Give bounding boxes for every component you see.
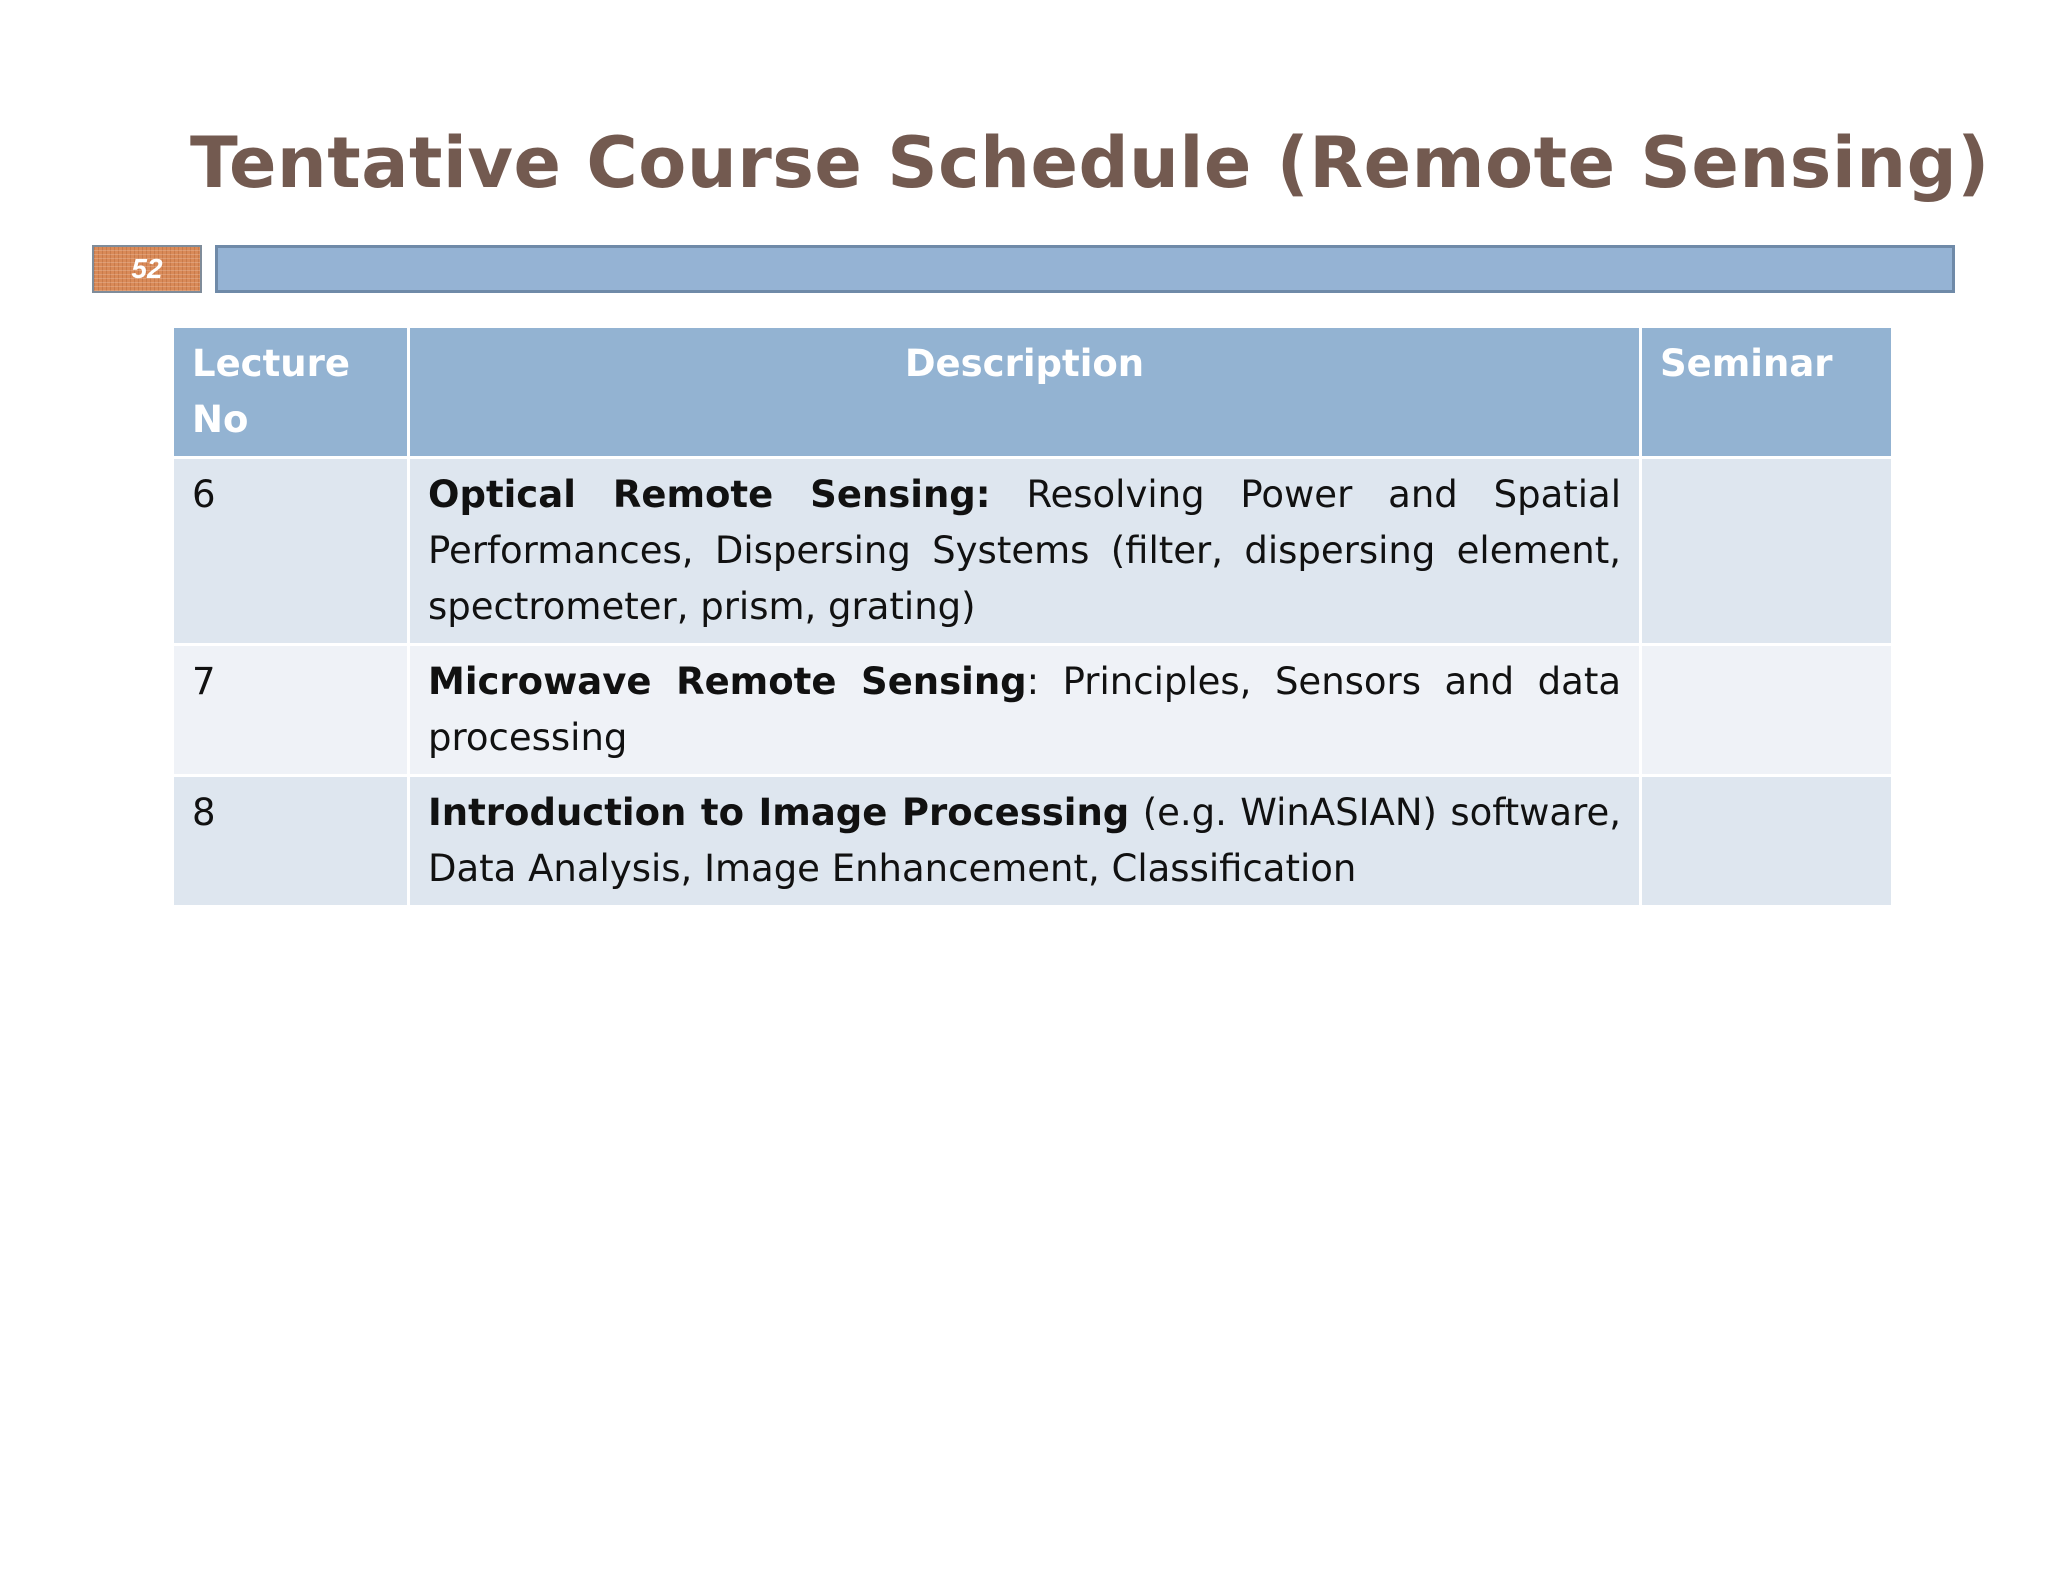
lecture-number-cell: 8: [173, 776, 409, 907]
header-lecture-no: Lecture No: [173, 327, 409, 458]
header-description: Description: [409, 327, 1641, 458]
topic-title: Introduction to Image Processing: [428, 791, 1130, 834]
topic-title: Microwave Remote Sensing: [428, 660, 1027, 703]
table-row: [173, 776, 1893, 907]
course-schedule-table: [171, 325, 1894, 908]
topic-detail: Resolving Power and Spatial Performances, Dispersing Systems (filter, dispersing element, spectrometer, prism, grating): [428, 473, 1621, 628]
description-cell: [409, 776, 1641, 907]
table-row: [173, 645, 1893, 776]
title-underline-bar: [215, 245, 1955, 293]
seminar-cell: [1641, 458, 1893, 645]
lecture-number-cell: 7: [173, 645, 409, 776]
topic-detail: (e.g. WinASIAN) software, Data Analysis, Image Enhancement, Classification: [428, 791, 1621, 890]
slide-title: Tentative Course Schedule (Remote Sensing): [190, 122, 1990, 204]
table-header-row: [173, 327, 1893, 458]
description-cell: [409, 458, 1641, 645]
topic-detail: : Principles, Sensors and data processing: [428, 660, 1621, 759]
topic-title: Optical Remote Sensing:: [428, 473, 991, 516]
lecture-number-cell: 6: [173, 458, 409, 645]
table-row: [173, 458, 1893, 645]
description-cell: [409, 645, 1641, 776]
page-number-badge: 52: [92, 245, 202, 293]
seminar-cell: [1641, 645, 1893, 776]
seminar-cell: [1641, 776, 1893, 907]
header-seminar: Seminar: [1641, 327, 1893, 458]
